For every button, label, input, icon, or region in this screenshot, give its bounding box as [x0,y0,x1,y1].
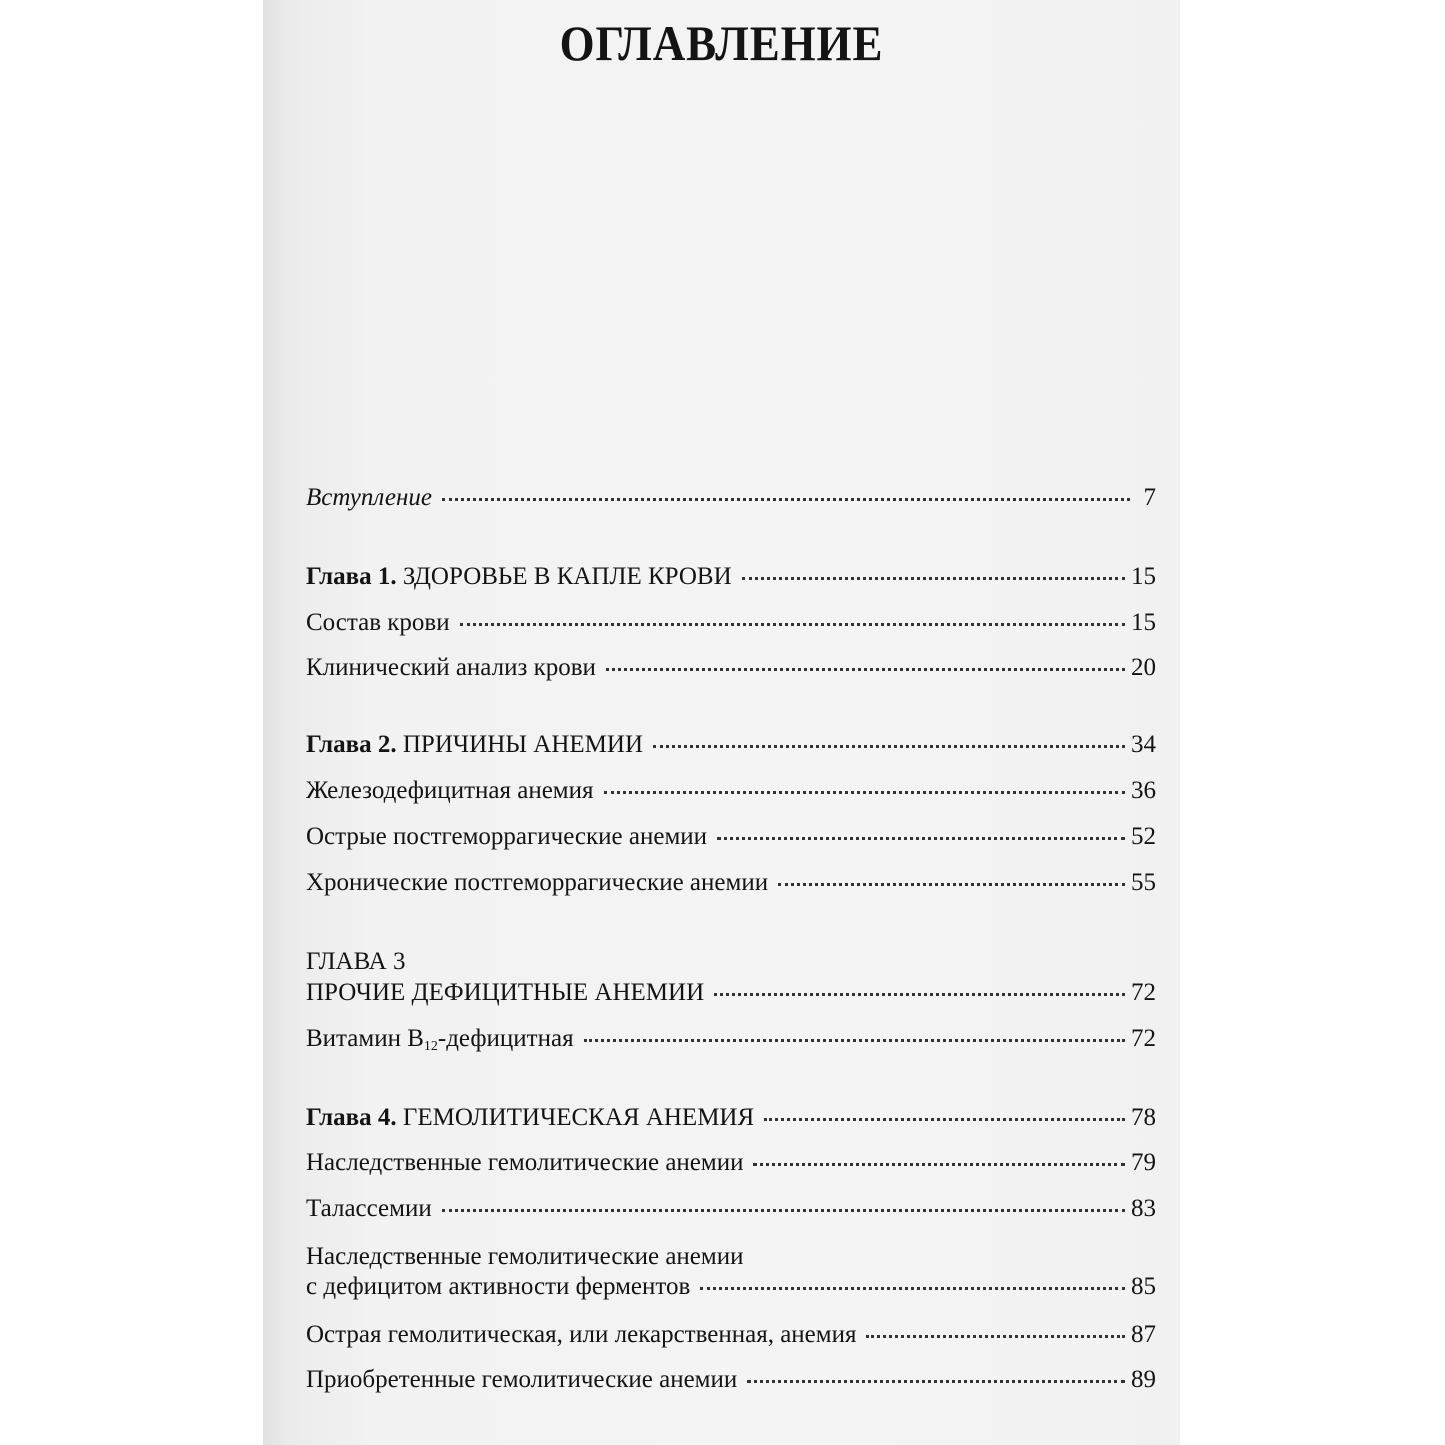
toc-entry-label: Вступление [306,484,433,511]
toc-entry-page: 87 [1131,1321,1156,1348]
dot-leader [442,498,1130,501]
dot-leader [764,1118,1125,1121]
toc-entry-page: 72 [1131,1025,1156,1052]
toc-entry-page: 15 [1131,609,1156,636]
toc-entry-page: 52 [1131,823,1156,850]
toc-entry-ch2-s1 [306,776,1156,806]
dot-leader [747,1380,1125,1383]
toc-entry-page: 83 [1131,1195,1156,1222]
toc-entry-page: 78 [1131,1104,1156,1131]
dot-leader [700,1287,1125,1290]
toc-entry-page: 15 [1131,563,1156,590]
chapter-prefix: Глава 4. [306,1104,397,1131]
toc-entry-label: с дефицитом активности ферментов [306,1273,691,1300]
toc-entry-page: 55 [1131,869,1156,896]
toc-entry-ch4-s2 [306,1194,1156,1224]
toc-entry-label: ПРИЧИНЫ АНЕМИИ [402,731,644,758]
dot-leader [866,1335,1125,1338]
toc-entry-label-suffix: -дефицитная [437,1025,574,1052]
toc-entry-intro [306,483,1156,513]
toc-entry-page: 20 [1131,654,1156,681]
toc-entry-page: 36 [1131,777,1156,804]
chapter-prefix: Глава 2. [306,731,397,758]
toc-entry-ch4-s4 [306,1320,1156,1350]
toc-chapter-1 [306,562,1156,592]
dot-leader [442,1209,1125,1212]
toc-entry-label: Клинический анализ крови [306,654,596,681]
toc-entry-label: Талассемии [306,1195,432,1222]
dot-leader [778,883,1125,886]
chapter-3-heading: ГЛАВА 3 [306,948,406,975]
dot-leader [584,1039,1125,1042]
toc-entry-label: ЗДОРОВЬЕ В КАПЛЕ КРОВИ [402,563,732,590]
toc-entry-page: 85 [1131,1273,1156,1300]
toc-entry-ch4-s5 [306,1365,1156,1395]
toc-entry-ch4-s1 [306,1148,1156,1178]
toc-chapter-3 [306,978,1156,1008]
toc-entry-ch1-s1 [306,608,1156,638]
chapter-prefix: Глава 1. [306,563,397,590]
dot-leader [606,668,1125,671]
page-title: ОГЛАВЛЕНИЕ [559,15,884,71]
toc-entry-page: 72 [1131,979,1156,1006]
toc-entry-ch3-s1 [306,1024,1156,1062]
toc-entry-page: 89 [1131,1366,1156,1393]
toc-chapter-4 [306,1103,1156,1133]
toc-entry-page: 79 [1131,1149,1156,1176]
dot-leader [604,791,1126,794]
toc-entry-label: Острая гемолитическая, или лекарственная, анемия [306,1321,857,1348]
toc-entry-ch2-s3 [306,868,1156,898]
dot-leader [653,745,1125,748]
toc-entry-ch1-s2 [306,653,1156,683]
toc-entry-label: Хронические постгеморрагические анемии [306,869,769,896]
dot-leader [717,837,1125,840]
dot-leader [742,577,1125,580]
toc-entry-label: Наследственные гемолитические анемии [306,1149,744,1176]
toc-entry-ch4-s3-line1: Наследственные гемолитические анемии [306,1243,744,1270]
dot-leader [460,623,1125,626]
toc-entry-label: Острые постгеморрагические анемии [306,823,708,850]
toc-entry-label: Витамин В [306,1025,424,1052]
dot-leader [753,1163,1125,1166]
toc-entry-ch4-s3 [306,1272,1156,1302]
subscript: 12 [423,1039,438,1054]
dot-leader [714,993,1125,996]
toc-entry-page: 7 [1143,484,1156,511]
toc-entry-label: Состав крови [306,609,450,636]
toc-chapter-2 [306,730,1156,760]
toc-entry-ch2-s2 [306,822,1156,852]
book-page [263,0,1180,1445]
toc-entry-page: 34 [1131,731,1156,758]
toc-entry-label: ГЕМОЛИТИЧЕСКАЯ АНЕМИЯ [402,1104,755,1131]
toc-entry-label: ПРОЧИЕ ДЕФИЦИТНЫЕ АНЕМИИ [306,979,705,1006]
toc-entry-label: Приобретенные гемолитические анемии [306,1366,738,1393]
toc-entry-label: Железодефицитная анемия [306,777,594,804]
